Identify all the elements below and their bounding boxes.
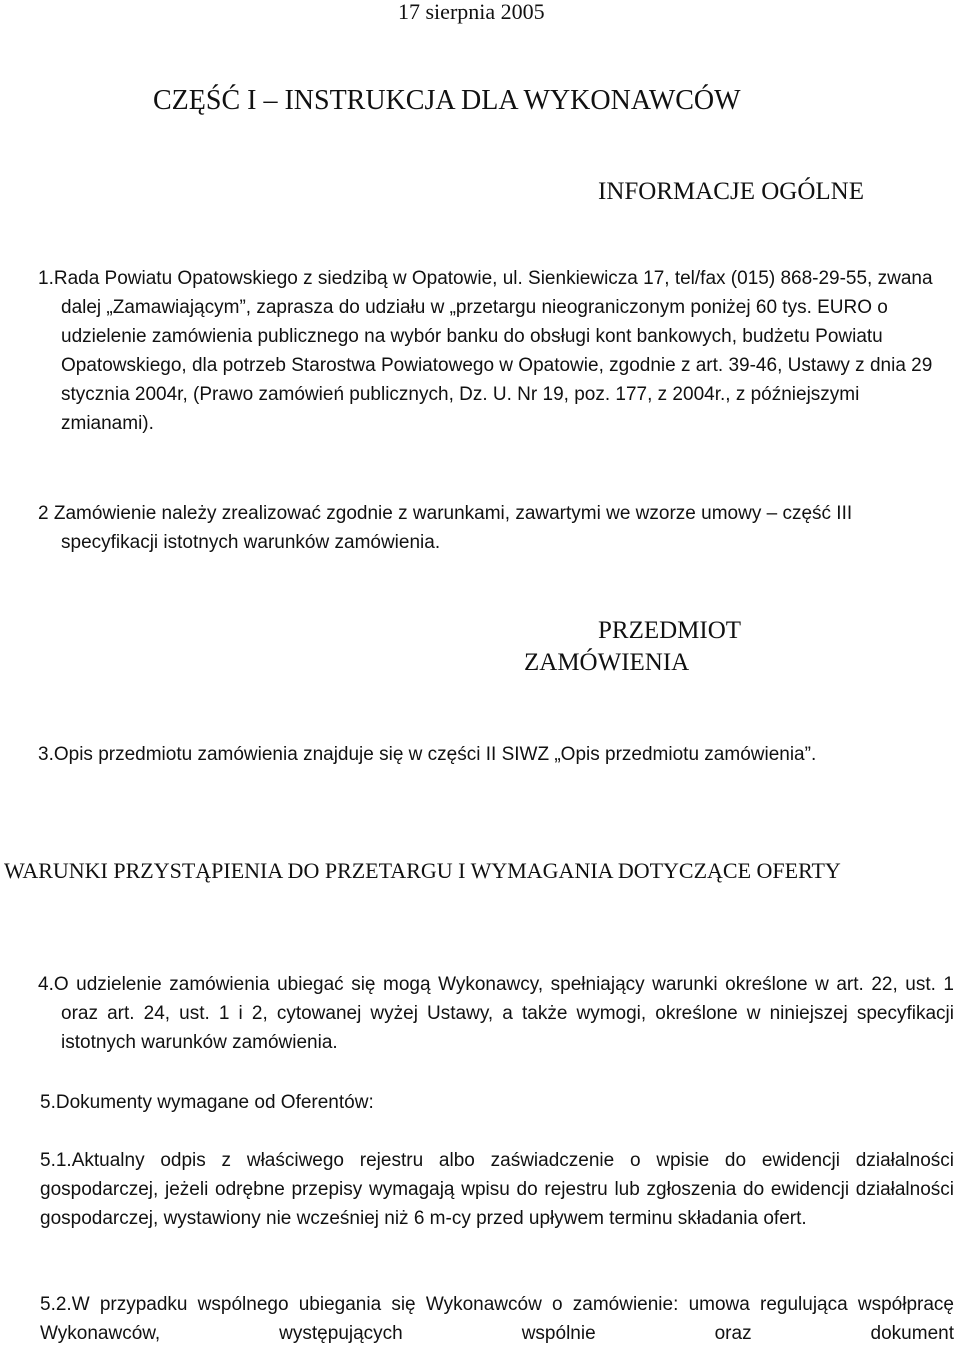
paragraph-1: 1.Rada Powiatu Opatowskiego z siedzibą w Opatowie, ul. Sienkiewicza 17, tel/fax (015) 868-29-55, zwana dalej „Zamawiającym”, zaprasza do udziału w „przetargu nieograniczonym poniżej 60 tys. EURO o udzielenie zamówienia publicznego na wybór banku do obsługi kont bankowych, budżetu Powiatu Opatowskiego, dla potrzeb Starostwa Powiatowego w Opatowie, zgodnie z art. 39-46, Ustawy z dnia 29 stycznia 2004r, (Prawo zamówień publicznych, Dz. U. Nr 19, poz. 177, z 2004r., z późniejszymi zmianami). <box>38 268 933 434</box>
document-title: CZĘŚĆ I – INSTRUKCJA DLA WYKONAWCÓW <box>153 85 741 116</box>
paragraph-5: 5.Dokumenty wymagane od Oferentów: <box>40 1092 374 1113</box>
section-heading-przedmiot <box>524 615 784 679</box>
paragraph-3: 3.Opis przedmiotu zamówienia znajduje się w części II SIWZ „Opis przedmiotu zamówienia”. <box>38 744 817 765</box>
section-heading-informacje: INFORMACJE OGÓLNE <box>598 178 864 205</box>
paragraph-5-2: 5.2.W przypadku wspólnego ubiegania się Wykonawców o zamówienie: umowa regulująca współpracę Wykonawców, występujących wspólnie oraz dokument <box>40 1294 954 1344</box>
document-date: 17 sierpnia 2005 <box>398 0 545 24</box>
section-heading-przedmiot-line1: PRZEDMIOT <box>598 617 742 644</box>
section-heading-przedmiot-line2: ZAMÓWIENIA <box>524 649 690 676</box>
paragraph-4: 4.O udzielenie zamówienia ubiegać się mogą Wykonawcy, spełniający warunki określone w art. 22, ust. 1 oraz art. 24, ust. 1 i 2, cytowanej wyżej Ustawy, a także wymogi, określone w niniejszej specyfikacji istotnych warunków zamówienia. <box>38 974 954 1053</box>
paragraph-5-1: 5.1.Aktualny odpis z właściwego rejestru albo zaświadczenie o wpisie do ewidencji działalności gospodarczej, jeżeli odrębne przepisy wymagają wpisu do rejestru lub zgłoszenia do ewidencji działalności gospodarczej, wystawiony nie wcześniej niż 6 m-cy przed upływem terminu składania ofert. <box>40 1150 954 1229</box>
paragraph-2: 2 Zamówienie należy zrealizować zgodnie z warunkami, zawartymi we wzorze umowy – część III specyfikacji istotnych warunków zamówienia. <box>38 503 853 553</box>
section-heading-warunki: WARUNKI PRZYSTĄPIENIA DO PRZETARGU I WYMAGANIA DOTYCZĄCE OFERTY <box>4 858 841 883</box>
